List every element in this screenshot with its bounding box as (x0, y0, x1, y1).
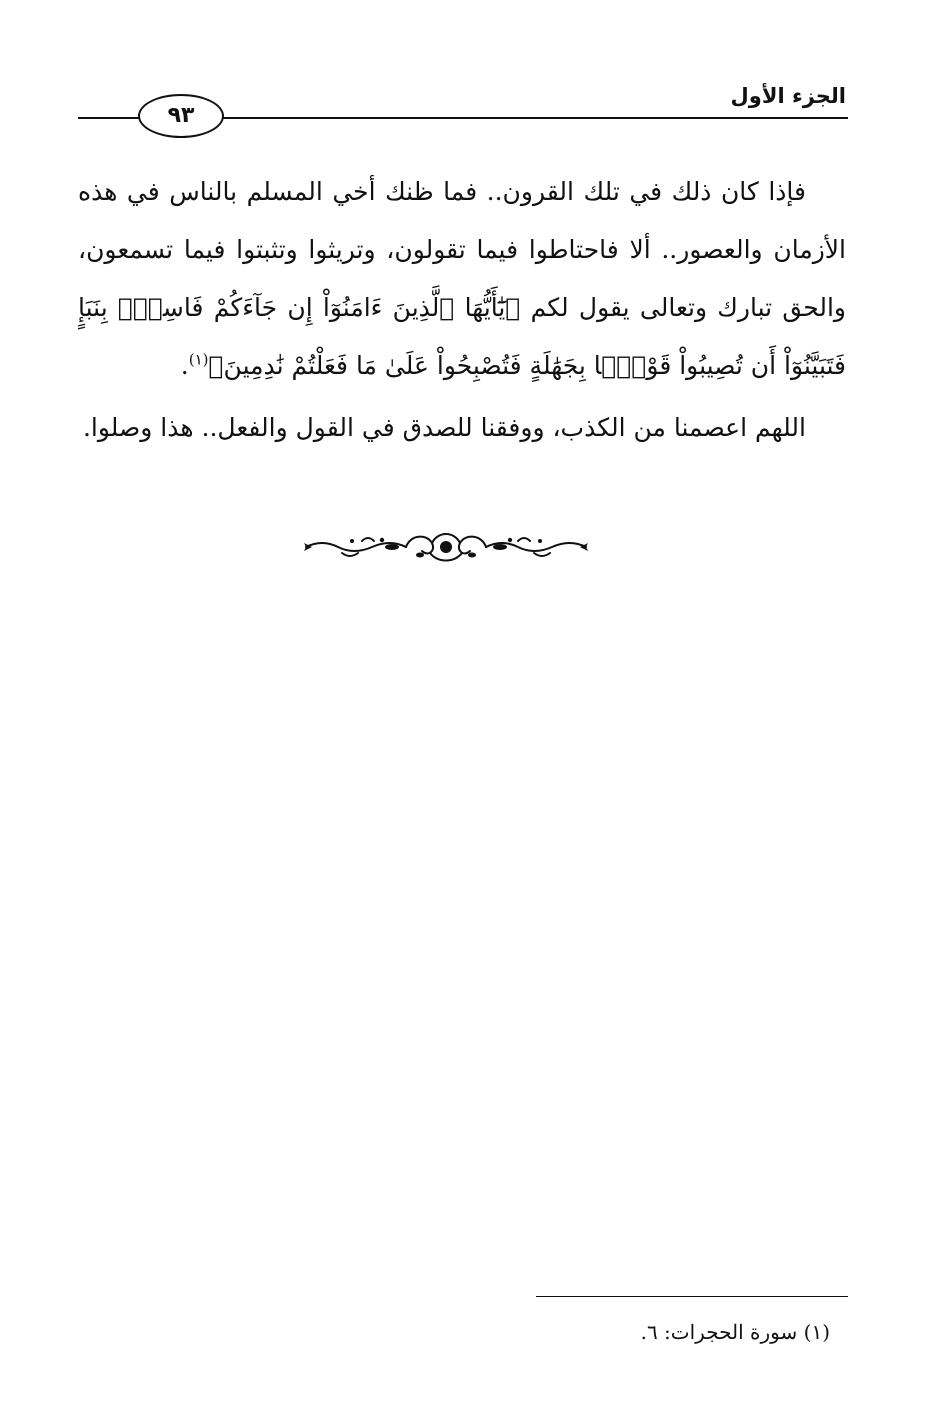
running-header-title: الجزء الأول (730, 84, 846, 108)
paragraph-1 (78, 163, 846, 395)
footnote-marker: (١) (188, 350, 209, 369)
paragraph-1-text: فإذا كان ذلك في تلك القرون.. فما ظنك أخي المسلم بالناس في هذه الأزمان والعصور.. ألا فاحتاطوا فيما تقولون، وتريثوا وتثبتوا فيما تسمعون، والحق تبارك وتعالى يقول لكم ﴿يَٰٓأَيُّهَا ٱلَّذِينَ ءَامَنُوٓاْ إِن جَآءَكُمْ فَاسِقُۢ بِنَبَإٍ فَتَبَيَّنُوٓاْ أَن تُصِيبُواْ قَوْمَۢا بِجَهَٰلَةٍ فَتُصْبِحُواْ عَلَىٰ مَا فَعَلْتُمْ نَٰدِمِينَ﴾ (78, 177, 846, 380)
footnote: (١) سورة الحجرات: ٦. (640, 1320, 830, 1344)
section-ornament-divider (302, 527, 590, 567)
paragraph-2: اللهم اعصمنا من الكذب، ووفقنا للصدق في القول والفعل.. هذا وصلوا. (82, 413, 806, 442)
body-text (78, 163, 846, 457)
page-number-badge: ٩٣ (138, 94, 224, 138)
paragraph-1-end: . (180, 351, 189, 380)
footnote-rule (536, 1296, 848, 1297)
